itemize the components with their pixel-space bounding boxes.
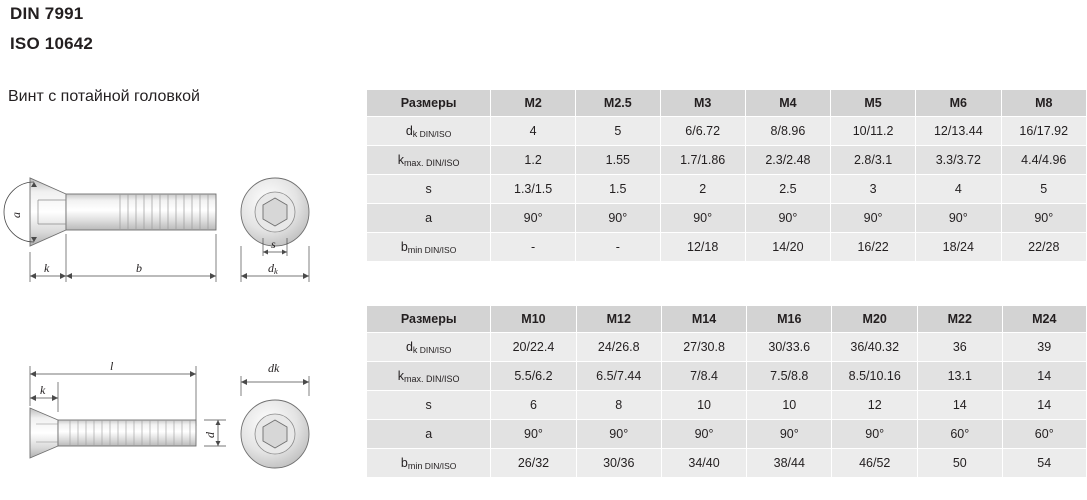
- table1-row-4-label: bmin DIN/ISO: [367, 233, 491, 262]
- table2-cell-2-0: 6: [491, 391, 576, 420]
- table2-cell-0-2: 27/30.8: [661, 333, 746, 362]
- table1-cell-2-5: 4: [916, 175, 1001, 204]
- table1-cell-2-4: 3: [831, 175, 916, 204]
- table2-header-cell-5: M20: [832, 306, 918, 333]
- table2-header-cell-7: M24: [1002, 306, 1087, 333]
- label-s-top: s: [271, 237, 276, 251]
- table1-cell-0-6: 16/17.92: [1001, 117, 1086, 146]
- table1-cell-4-2: 12/18: [660, 233, 745, 262]
- table2-cell-3-6: 60°: [1002, 420, 1087, 449]
- table1-cell-1-2: 1.7/1.86: [660, 146, 745, 175]
- table2-header-cell-4: M16: [747, 306, 832, 333]
- label-k-bottom: k: [40, 383, 46, 397]
- table-row: [367, 175, 1087, 204]
- table-row: [367, 362, 1087, 391]
- dimensions-table-1-wrapper: [366, 89, 1087, 262]
- table1-header-row: [367, 90, 1087, 117]
- table2-cell-1-4: 8.5/10.16: [832, 362, 918, 391]
- table1-cell-3-2: 90°: [660, 204, 745, 233]
- table1-cell-3-5: 90°: [916, 204, 1001, 233]
- table2-header-cell-6: M22: [918, 306, 1002, 333]
- table-row: [367, 391, 1087, 420]
- table2-cell-0-5: 36: [918, 333, 1002, 362]
- table1-cell-0-0: 4: [491, 117, 576, 146]
- label-d-bottom: d: [203, 432, 217, 438]
- table1-cell-4-0: -: [491, 233, 576, 262]
- table2-cell-1-6: 14: [1002, 362, 1087, 391]
- table2-cell-2-2: 10: [661, 391, 746, 420]
- table1-header-cell-5: M5: [831, 90, 916, 117]
- table1-cell-3-0: 90°: [491, 204, 576, 233]
- table1-cell-2-3: 2.5: [745, 175, 830, 204]
- dimensions-table-1: [366, 89, 1087, 262]
- table2-header-cell-2: M12: [576, 306, 661, 333]
- table2-cell-1-3: 7.5/8.8: [747, 362, 832, 391]
- table2-cell-4-2: 34/40: [661, 449, 746, 478]
- table2-row-0-label: dk DIN/ISO: [367, 333, 491, 362]
- left-column: [0, 0, 360, 500]
- table1-cell-2-1: 1.5: [576, 175, 660, 204]
- table1-cell-3-4: 90°: [831, 204, 916, 233]
- table1-cell-1-4: 2.8/3.1: [831, 146, 916, 175]
- table2-cell-1-2: 7/8.4: [661, 362, 746, 391]
- table1-cell-0-1: 5: [576, 117, 660, 146]
- table-row: [367, 146, 1087, 175]
- table2-row-4-label: bmin DIN/ISO: [367, 449, 491, 478]
- table1-header-cell-3: M3: [660, 90, 745, 117]
- table2-header-cell-0: Размеры: [367, 306, 491, 333]
- table1-header-cell-7: M8: [1001, 90, 1086, 117]
- table2-cell-0-1: 24/26.8: [576, 333, 661, 362]
- drawing-top: [0, 160, 360, 310]
- table2-cell-2-1: 8: [576, 391, 661, 420]
- table2-cell-1-5: 13.1: [918, 362, 1002, 391]
- table1-row-3-label: a: [367, 204, 491, 233]
- table1-row-2-label: s: [367, 175, 491, 204]
- table2-row-2-label: s: [367, 391, 491, 420]
- table1-cell-2-2: 2: [660, 175, 745, 204]
- table1-header-cell-0: Размеры: [367, 90, 491, 117]
- standard-title-iso: ISO 10642: [10, 34, 94, 53]
- table2-cell-3-2: 90°: [661, 420, 746, 449]
- table2-row-1-label: kmax. DIN/ISO: [367, 362, 491, 391]
- table1-cell-4-1: -: [576, 233, 660, 262]
- table1-cell-1-0: 1.2: [491, 146, 576, 175]
- table2-header-row: [367, 306, 1087, 333]
- table1-cell-0-3: 8/8.96: [745, 117, 830, 146]
- table2-cell-3-5: 60°: [918, 420, 1002, 449]
- label-dk-top: dk: [268, 261, 278, 276]
- table1-cell-4-6: 22/28: [1001, 233, 1086, 262]
- table-row: [367, 204, 1087, 233]
- table2-cell-0-3: 30/33.6: [747, 333, 832, 362]
- table2-cell-2-5: 14: [918, 391, 1002, 420]
- label-dk-bottom: dk: [268, 361, 280, 375]
- table1-cell-4-4: 16/22: [831, 233, 916, 262]
- label-k-top: k: [44, 261, 50, 275]
- table2-cell-4-3: 38/44: [747, 449, 832, 478]
- table2-cell-1-1: 6.5/7.44: [576, 362, 661, 391]
- table2-body: [367, 333, 1087, 478]
- dimensions-table-2: [366, 305, 1087, 478]
- table1-cell-1-1: 1.55: [576, 146, 660, 175]
- table1-cell-4-3: 14/20: [745, 233, 830, 262]
- table1-cell-4-5: 18/24: [916, 233, 1001, 262]
- table1-header-cell-6: M6: [916, 90, 1001, 117]
- table2-cell-3-3: 90°: [747, 420, 832, 449]
- table1-cell-0-5: 12/13.44: [916, 117, 1001, 146]
- table1-cell-2-6: 5: [1001, 175, 1086, 204]
- label-l-bottom: l: [110, 359, 114, 373]
- table2-cell-2-4: 12: [832, 391, 918, 420]
- table2-cell-1-0: 5.5/6.2: [491, 362, 576, 391]
- label-a-top: a: [9, 212, 23, 218]
- table1-cell-0-4: 10/11.2: [831, 117, 916, 146]
- label-b-top: b: [136, 261, 142, 275]
- table2-cell-0-6: 39: [1002, 333, 1087, 362]
- table1-body: [367, 117, 1087, 262]
- drawing-bottom: [0, 350, 360, 500]
- table-row: [367, 420, 1087, 449]
- table1-cell-0-2: 6/6.72: [660, 117, 745, 146]
- dimensions-table-2-wrapper: [366, 305, 1087, 478]
- table1-header-cell-1: M2: [491, 90, 576, 117]
- table2-cell-3-4: 90°: [832, 420, 918, 449]
- table-row: [367, 449, 1087, 478]
- standard-title-din: DIN 7991: [10, 4, 84, 23]
- table-row: [367, 117, 1087, 146]
- product-description: Винт с потайной головкой: [8, 88, 200, 105]
- table2-head: [367, 306, 1087, 333]
- table2-row-3-label: a: [367, 420, 491, 449]
- table1-header-cell-2: M2.5: [576, 90, 660, 117]
- table1-cell-3-3: 90°: [745, 204, 830, 233]
- table2-cell-4-0: 26/32: [491, 449, 576, 478]
- table-row: [367, 233, 1087, 262]
- table1-cell-1-5: 3.3/3.72: [916, 146, 1001, 175]
- table-row: [367, 333, 1087, 362]
- table2-cell-0-4: 36/40.32: [832, 333, 918, 362]
- table2-cell-2-3: 10: [747, 391, 832, 420]
- table1-cell-3-1: 90°: [576, 204, 660, 233]
- table2-cell-0-0: 20/22.4: [491, 333, 576, 362]
- table2-header-cell-3: M14: [661, 306, 746, 333]
- table1-header-cell-4: M4: [745, 90, 830, 117]
- table1-cell-2-0: 1.3/1.5: [491, 175, 576, 204]
- table1-cell-1-3: 2.3/2.48: [745, 146, 830, 175]
- table1-row-0-label: dk DIN/ISO: [367, 117, 491, 146]
- table2-cell-3-1: 90°: [576, 420, 661, 449]
- table1-cell-1-6: 4.4/4.96: [1001, 146, 1086, 175]
- table2-cell-4-1: 30/36: [576, 449, 661, 478]
- table1-head: [367, 90, 1087, 117]
- table2-cell-3-0: 90°: [491, 420, 576, 449]
- table2-cell-2-6: 14: [1002, 391, 1087, 420]
- table2-cell-4-4: 46/52: [832, 449, 918, 478]
- table2-cell-4-5: 50: [918, 449, 1002, 478]
- table1-cell-3-6: 90°: [1001, 204, 1086, 233]
- table2-cell-4-6: 54: [1002, 449, 1087, 478]
- table1-row-1-label: kmax. DIN/ISO: [367, 146, 491, 175]
- table2-header-cell-1: M10: [491, 306, 576, 333]
